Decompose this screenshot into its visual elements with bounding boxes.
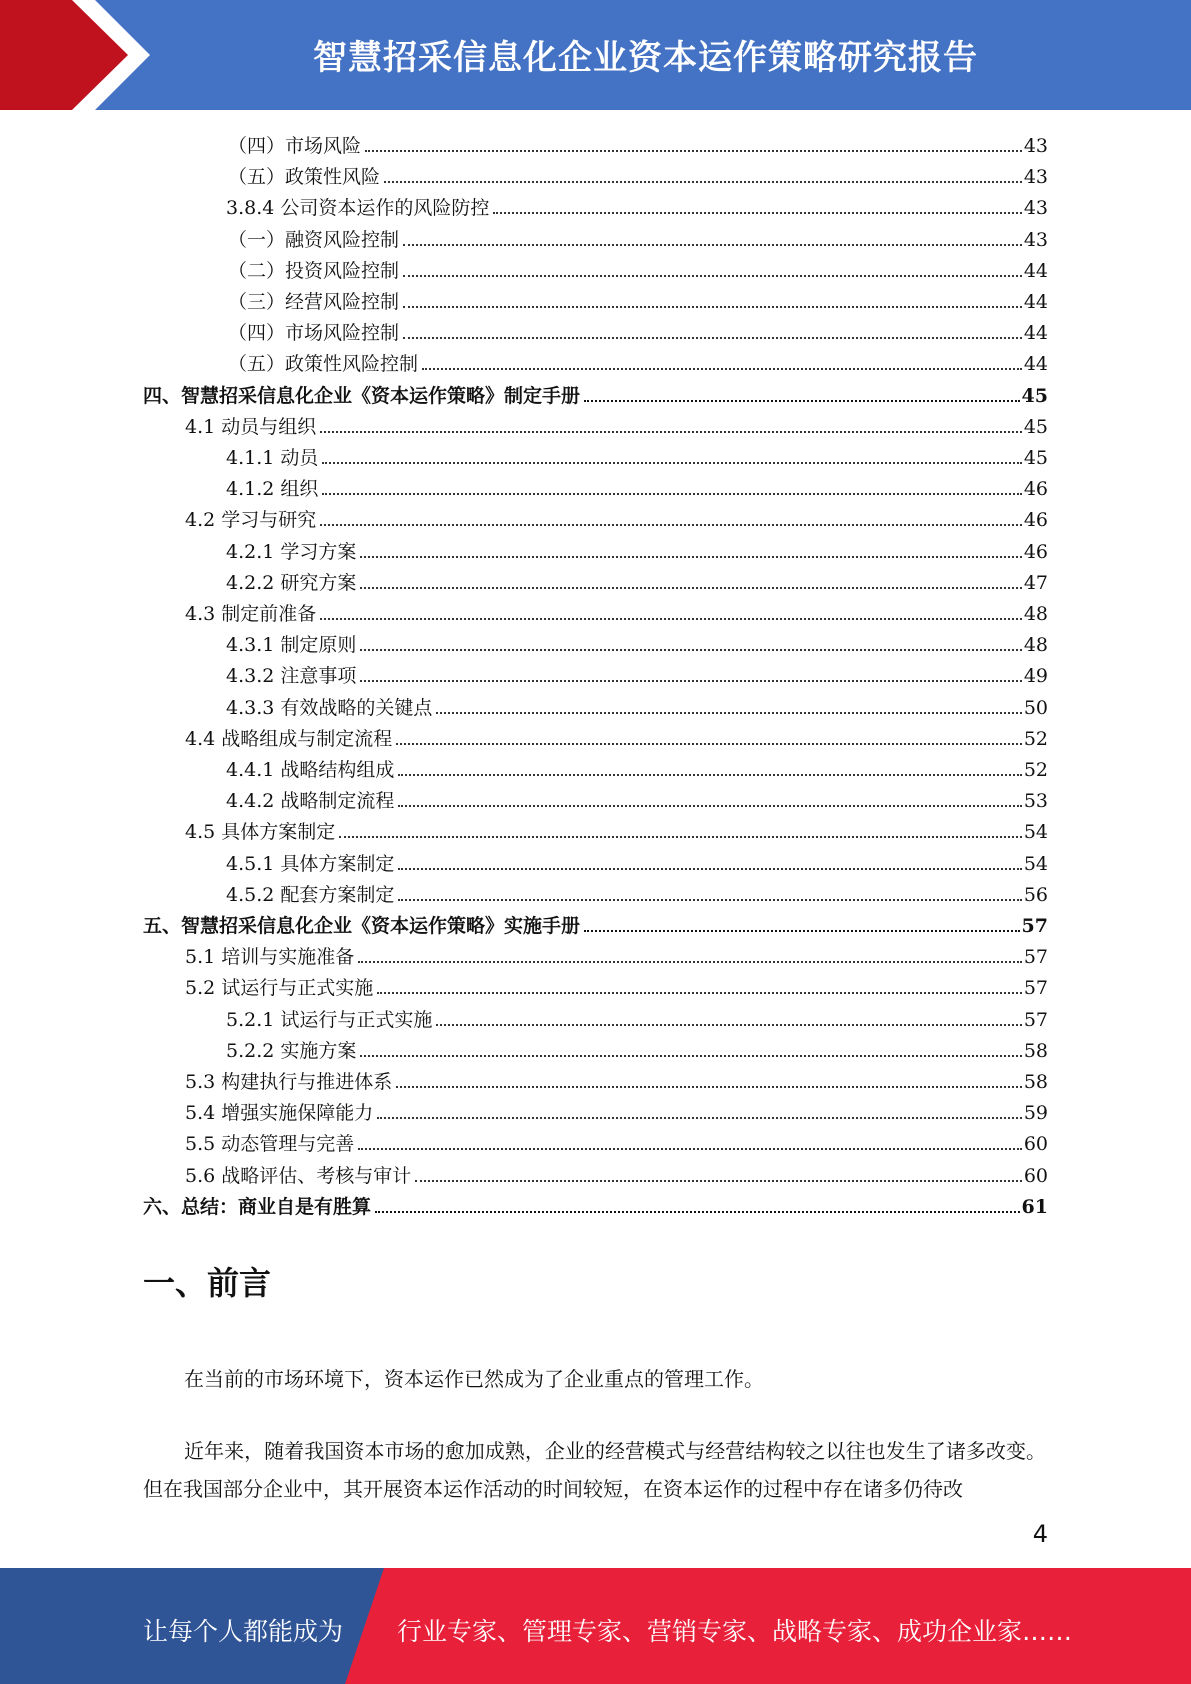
- toc-entry-title: 4.2.2 研究方案: [226, 571, 357, 594]
- toc-entry-title: 4.2.1 学习方案: [226, 540, 357, 563]
- toc-entry-title: 4.5 具体方案制定: [185, 821, 336, 844]
- page-header: [0, 0, 1191, 110]
- toc-entry-page: 49: [1023, 665, 1048, 688]
- toc-entry-page: 54: [1023, 821, 1048, 844]
- toc-entry[interactable]: [143, 907, 1048, 938]
- toc-dot-leader: [398, 774, 1021, 776]
- toc-dot-leader: [360, 587, 1021, 589]
- toc-entry[interactable]: [185, 720, 1048, 751]
- toc-entry-page: 44: [1023, 322, 1048, 345]
- toc-entry[interactable]: [226, 564, 1048, 595]
- toc-entry[interactable]: [228, 221, 1048, 252]
- toc-entry[interactable]: [185, 1063, 1048, 1094]
- toc-entry-title: （四）市场风险控制: [228, 322, 400, 345]
- toc-entry-page: 45: [1021, 384, 1048, 407]
- toc-dot-leader: [322, 493, 1021, 495]
- toc-dot-leader: [584, 400, 1020, 402]
- toc-entry[interactable]: [226, 782, 1048, 813]
- toc-entry-page: 61: [1021, 1195, 1048, 1218]
- toc-entry-title: （四）市场风险: [228, 135, 362, 157]
- toc-entry[interactable]: [228, 252, 1048, 283]
- toc-dot-leader: [396, 1086, 1022, 1088]
- toc-dot-leader: [377, 1117, 1022, 1119]
- toc-entry-title: 5.5 动态管理与完善: [185, 1133, 355, 1156]
- toc-entry[interactable]: [226, 657, 1048, 688]
- toc-entry[interactable]: [185, 969, 1048, 1000]
- toc-dot-leader: [422, 368, 1022, 370]
- toc-dot-leader: [398, 805, 1021, 807]
- toc-entry-title: 4.2 学习与研究: [185, 509, 317, 532]
- toc-entry-title: （二）投资风险控制: [228, 259, 400, 282]
- toc-entry-page: 59: [1023, 1102, 1048, 1125]
- toc-entry-page: 46: [1023, 540, 1048, 563]
- toc-entry-page: 43: [1023, 197, 1048, 220]
- toc-entry[interactable]: [228, 127, 1048, 158]
- toc-entry-title: 5.4 增强实施保障能力: [185, 1102, 374, 1125]
- toc-dot-leader: [375, 1211, 1020, 1213]
- toc-entry-title: 4.3 制定前准备: [185, 603, 317, 625]
- toc-entry-page: 47: [1023, 571, 1048, 594]
- toc-entry-title: 4.5.1 具体方案制定: [226, 852, 395, 875]
- toc-entry-page: 43: [1023, 228, 1048, 251]
- toc-entry-page: 52: [1023, 727, 1048, 750]
- toc-entry-page: 57: [1023, 946, 1048, 969]
- toc-dot-leader: [320, 431, 1022, 433]
- toc-dot-leader: [360, 556, 1021, 558]
- toc-entry-page: 60: [1023, 1164, 1048, 1187]
- toc-entry-title: 4.4.2 战略制定流程: [226, 790, 395, 813]
- toc-dot-leader: [360, 1055, 1021, 1057]
- toc-entry[interactable]: [226, 189, 1048, 220]
- page-footer: [0, 1568, 1191, 1684]
- toc-entry[interactable]: [228, 345, 1048, 376]
- toc-dot-leader: [360, 680, 1021, 682]
- toc-entry-title: 四、智慧招采信息化企业《资本运作策略》制定手册: [143, 384, 581, 407]
- toc-entry-title: 3.8.4 公司资本运作的风险防控: [226, 197, 490, 220]
- toc-entry-page: 50: [1023, 696, 1048, 719]
- toc-entry[interactable]: [228, 283, 1048, 314]
- toc-entry[interactable]: [226, 470, 1048, 501]
- toc-entry[interactable]: [228, 158, 1048, 189]
- section-heading: 一、前言: [143, 1264, 272, 1302]
- toc-entry-title: （一）融资风险控制: [228, 228, 400, 251]
- toc-entry[interactable]: [185, 813, 1048, 844]
- toc-entry[interactable]: [185, 1125, 1048, 1156]
- toc-dot-leader: [358, 961, 1022, 963]
- toc-entry-title: 4.1.1 动员: [226, 447, 319, 469]
- toc-dot-leader: [398, 899, 1021, 901]
- toc-entry-page: 52: [1023, 759, 1048, 781]
- toc-entry-title: 5.3 构建执行与推进体系: [185, 1071, 393, 1093]
- toc-entry[interactable]: [143, 377, 1048, 408]
- toc-entry-page: 58: [1023, 1039, 1048, 1062]
- toc-entry-title: 4.3.2 注意事项: [226, 665, 357, 688]
- toc-entry-page: 43: [1023, 166, 1048, 189]
- toc-entry-page: 46: [1023, 509, 1048, 532]
- toc-entry[interactable]: [226, 439, 1048, 470]
- toc-dot-leader: [403, 337, 1022, 339]
- toc-entry-title: 5.1 培训与实施准备: [185, 946, 355, 969]
- toc-dot-leader: [398, 868, 1021, 870]
- toc-entry-title: 4.1 动员与组织: [185, 415, 317, 438]
- toc-entry[interactable]: [185, 408, 1048, 439]
- toc-entry-title: 5.2 试运行与正式实施: [185, 977, 374, 1000]
- paragraph-2-text: 近年来，随着我国资本市场的愈加成熟，企业的经营模式与经营结构较之以往也发生了诸多改变。但在我国部分企业中，其开展资本运作活动的时间较短，在资本运作的过程中存在诸多仍待改: [143, 1439, 1046, 1501]
- footer-slogan-left: 让每个人都能成为: [143, 1617, 344, 1646]
- toc-entry-page: 60: [1023, 1133, 1048, 1156]
- paragraph-2: [143, 1432, 1046, 1508]
- toc-entry-title: 5.2.1 试运行与正式实施: [226, 1008, 433, 1031]
- toc-entry-page: 48: [1023, 603, 1048, 625]
- toc-entry-page: 43: [1023, 135, 1048, 157]
- paragraph-1: [143, 1360, 1046, 1398]
- toc-entry-page: 57: [1023, 977, 1048, 1000]
- toc-dot-leader: [360, 649, 1021, 651]
- toc-entry[interactable]: [143, 1188, 1048, 1219]
- toc-entry-title: 4.5.2 配套方案制定: [226, 883, 395, 906]
- toc-entry-page: 58: [1023, 1071, 1048, 1093]
- toc-entry[interactable]: [226, 751, 1048, 782]
- toc-entry-page: 44: [1023, 259, 1048, 282]
- toc-dot-leader: [403, 306, 1022, 308]
- toc-entry-page: 57: [1021, 915, 1048, 937]
- toc-entry-page: 45: [1023, 447, 1048, 469]
- toc-entry[interactable]: [185, 1157, 1048, 1188]
- report-title: 智慧招采信息化企业资本运作策略研究报告: [313, 38, 978, 78]
- toc-entry-page: 54: [1023, 852, 1048, 875]
- toc-entry-page: 57: [1023, 1008, 1048, 1031]
- toc-entry-page: 48: [1023, 634, 1048, 657]
- toc-entry[interactable]: [226, 1032, 1048, 1063]
- toc-dot-leader: [358, 1148, 1022, 1150]
- toc-entry[interactable]: [226, 1001, 1048, 1032]
- toc-dot-leader: [320, 618, 1022, 620]
- toc-dot-leader: [322, 462, 1021, 464]
- toc-entry[interactable]: [226, 689, 1048, 720]
- paragraph-1-text: 在当前的市场环境下，资本运作已然成为了企业重点的管理工作。: [184, 1367, 764, 1391]
- toc-entry-title: 五、智慧招采信息化企业《资本运作策略》实施手册: [143, 915, 581, 937]
- toc-entry-title: 5.2.2 实施方案: [226, 1039, 357, 1062]
- toc-dot-leader: [320, 524, 1022, 526]
- toc-dot-leader: [415, 1180, 1022, 1182]
- toc-dot-leader: [384, 181, 1022, 183]
- toc-entry[interactable]: [185, 501, 1048, 532]
- toc-entry[interactable]: [185, 938, 1048, 969]
- toc-entry-page: 44: [1023, 291, 1048, 313]
- toc-entry-page: 46: [1023, 478, 1048, 501]
- toc-entry-title: （三）经营风险控制: [228, 291, 400, 313]
- toc-entry-title: 4.4.1 战略结构组成: [226, 759, 395, 781]
- toc-entry[interactable]: [226, 845, 1048, 876]
- toc-entry-page: 44: [1023, 353, 1048, 376]
- toc-entry-page: 56: [1023, 883, 1048, 906]
- toc-dot-leader: [493, 212, 1021, 214]
- toc-dot-leader: [436, 1024, 1021, 1026]
- toc-entry-title: 六、总结：商业自是有胜算: [143, 1195, 372, 1218]
- page-number: 4: [1032, 1520, 1048, 1548]
- toc-entry[interactable]: [226, 626, 1048, 657]
- toc-dot-leader: [365, 150, 1022, 152]
- toc-dot-leader: [377, 992, 1022, 994]
- toc-dot-leader: [436, 712, 1021, 714]
- toc-entry-title: 5.6 战略评估、考核与审计: [185, 1164, 412, 1187]
- toc-entry-title: 4.3.3 有效战略的关键点: [226, 696, 433, 719]
- toc-entry[interactable]: [185, 1094, 1048, 1125]
- toc-entry-title: （五）政策性风险控制: [228, 353, 419, 376]
- toc-entry[interactable]: [185, 595, 1048, 626]
- toc-entry-page: 45: [1023, 415, 1048, 438]
- toc-dot-leader: [584, 930, 1020, 932]
- toc-dot-leader: [339, 836, 1022, 838]
- toc-dot-leader: [403, 244, 1022, 246]
- toc-entry[interactable]: [228, 314, 1048, 345]
- toc-entry-title: 4.4 战略组成与制定流程: [185, 727, 393, 750]
- footer-slogan-right: 行业专家、管理专家、营销专家、战略专家、成功企业家……: [397, 1617, 1073, 1646]
- toc-entry-title: 4.1.2 组织: [226, 478, 319, 501]
- toc-entry-title: 4.3.1 制定原则: [226, 634, 357, 657]
- toc-dot-leader: [403, 275, 1022, 277]
- toc-dot-leader: [396, 743, 1022, 745]
- toc-entry[interactable]: [226, 876, 1048, 907]
- toc-entry-title: （五）政策性风险: [228, 166, 381, 189]
- toc-entry-page: 53: [1023, 790, 1048, 813]
- toc-entry[interactable]: [226, 533, 1048, 564]
